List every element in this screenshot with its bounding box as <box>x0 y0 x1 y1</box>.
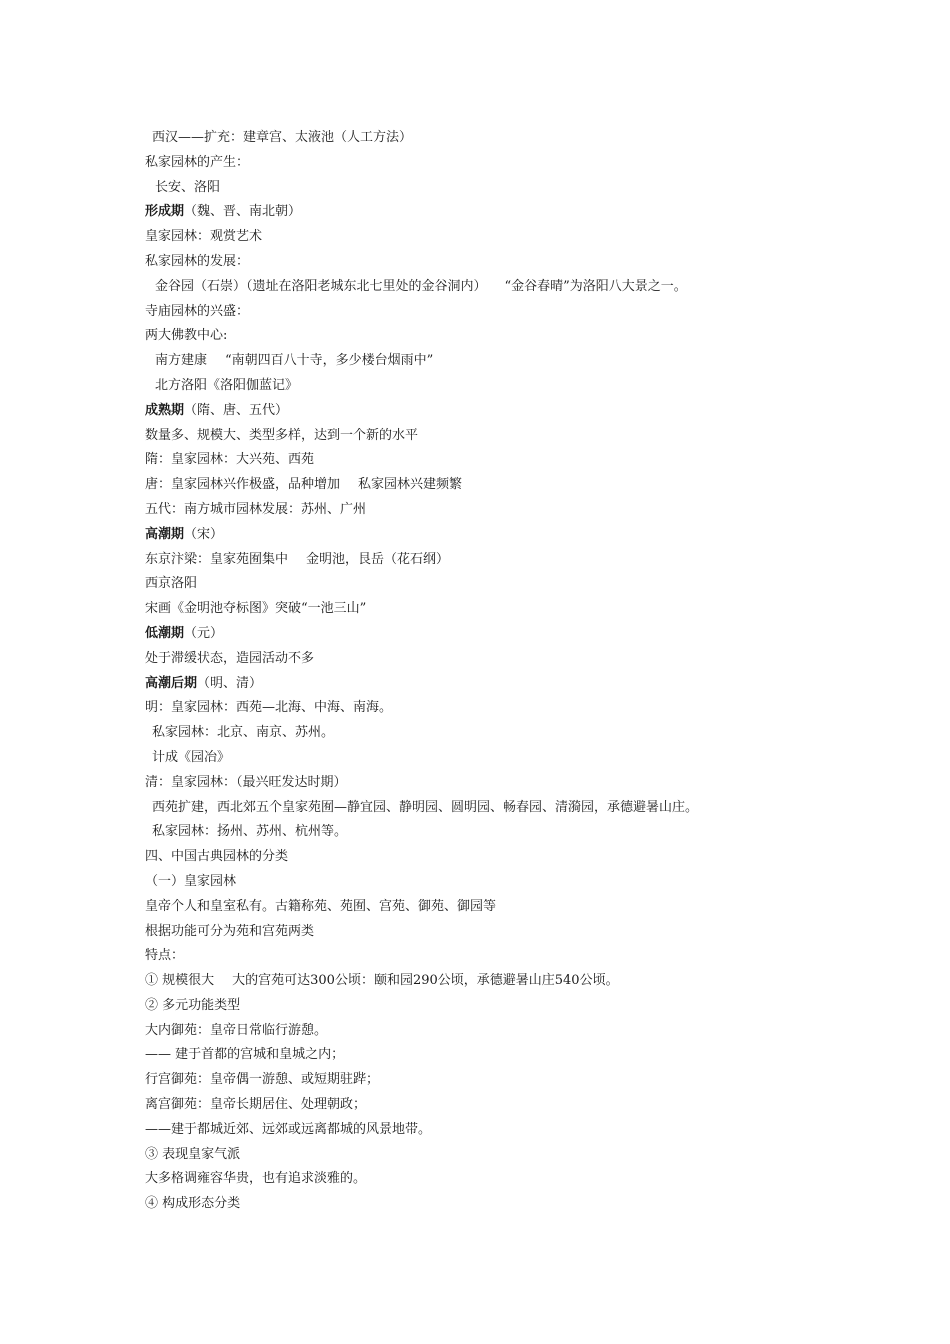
text-line: 清：皇家园林：（最兴旺发达时期） <box>145 774 347 790</box>
text-line: 私家园林的产生： <box>145 154 250 170</box>
text-line: 隋：皇家园林：大兴苑、西苑 <box>145 452 315 468</box>
section-heading <box>145 523 845 548</box>
period-name: 低潮期 <box>145 625 185 641</box>
text-line: 大多格调雍容华贵，也有追求淡雅的。 <box>145 1171 367 1187</box>
text-line <box>145 473 845 498</box>
text-line <box>145 275 845 300</box>
text-line: 长安、洛阳 <box>155 179 221 195</box>
text-line: —— 建于首都的宫城和皇城之内； <box>145 1047 345 1063</box>
period-name: 成熟期 <box>145 402 185 418</box>
period-name: 形成期 <box>145 204 185 220</box>
text-line: 离宫御苑：皇帝长期居住、处理朝政； <box>145 1097 367 1113</box>
text-segment: 私家园林兴建频繁 <box>358 477 463 493</box>
text-line: 寺庙园林的兴盛： <box>145 303 250 319</box>
text-line: 四、中国古典园林的分类 <box>145 849 289 865</box>
text-line: 计成《园冶》 <box>152 749 231 765</box>
text-line: 北方洛阳《洛阳伽蓝记》 <box>155 377 299 393</box>
text-line: 根据功能可分为苑和宫苑两类 <box>145 923 315 939</box>
period-name: 高潮后期 <box>145 675 198 691</box>
text-segment: ① 规模很大 <box>145 973 215 989</box>
text-line: 两大佛教中心: <box>145 328 228 344</box>
text-line: （一）皇家园林 <box>145 873 237 889</box>
period-range: （隋、唐、五代） <box>184 402 289 418</box>
text-segment: 金明池，艮岳（花石纲） <box>306 551 450 567</box>
section-heading <box>145 399 845 424</box>
text-line: 行宫御苑：皇帝偶一游憩、或短期驻跸； <box>145 1072 380 1088</box>
period-range: （明、清） <box>197 675 263 691</box>
text-line: 五代：南方城市园林发展：苏州、广州 <box>145 501 367 517</box>
section-heading <box>145 672 845 697</box>
period-range: （魏、晋、南北朝） <box>184 204 302 220</box>
text-line: 西京洛阳 <box>145 576 198 592</box>
text-segment: 唐：皇家园林兴作极盛，品种增加 <box>145 477 341 493</box>
text-line: 大内御苑：皇帝日常临行游憩。 <box>145 1022 328 1038</box>
text-line: ② 多元功能类型 <box>145 997 241 1013</box>
text-line: 特点： <box>145 948 185 964</box>
text-segment: 南方建康 <box>155 353 208 369</box>
section-heading <box>145 200 845 225</box>
section-heading <box>145 622 845 647</box>
text-line: 宋画《金明池夺标图》突破“一池三山” <box>145 601 367 617</box>
text-segment: 金谷园（石崇）（遗址在洛阳老城东北七里处的金谷洞内） <box>155 278 487 294</box>
text-line: 数量多、规模大、类型多样，达到一个新的水平 <box>145 427 419 443</box>
document-body <box>145 126 845 1217</box>
text-line <box>145 969 845 994</box>
text-line: 西苑扩建，西北郊五个皇家苑囿—静宜园、静明园、圆明园、畅春园、清漪园，承德避暑山庄。 <box>152 799 699 815</box>
text-line: 私家园林：扬州、苏州、杭州等。 <box>152 824 348 840</box>
text-line: 私家园林的发展： <box>145 253 250 269</box>
text-line: 皇家园林：观赏艺术 <box>145 229 263 245</box>
period-name: 高潮期 <box>145 526 185 542</box>
text-line <box>145 548 845 573</box>
text-line: ③ 表现皇家气派 <box>145 1146 241 1162</box>
period-range: （宋） <box>184 526 224 542</box>
text-line <box>145 349 845 374</box>
text-line: 私家园林：北京、南京、苏州。 <box>152 725 335 741</box>
text-line: ④ 构成形态分类 <box>145 1196 241 1212</box>
text-segment: 东京汴梁：皇家苑囿集中 <box>145 551 289 567</box>
text-line: 明：皇家园林：西苑—北海、中海、南海。 <box>145 700 393 716</box>
text-line: 处于滞缓状态，造园活动不多 <box>145 650 315 666</box>
text-line: 西汉——扩充：建章宫、太液池（人工方法） <box>152 130 413 145</box>
text-segment: “金谷春晴”为洛阳八大景之一。 <box>504 278 687 294</box>
text-segment: “南朝四百八十寺，多少楼台烟雨中” <box>225 353 434 369</box>
period-range: （元） <box>184 625 224 641</box>
text-line: ——建于都城近郊、远郊或远离都城的风景地带。 <box>145 1121 432 1137</box>
text-segment: 大的宫苑可达300公顷：颐和园290公顷，承德避暑山庄540公顷。 <box>232 973 619 989</box>
text-line: 皇帝个人和皇室私有。古籍称苑、苑囿、宫苑、御苑、御园等 <box>145 898 497 914</box>
